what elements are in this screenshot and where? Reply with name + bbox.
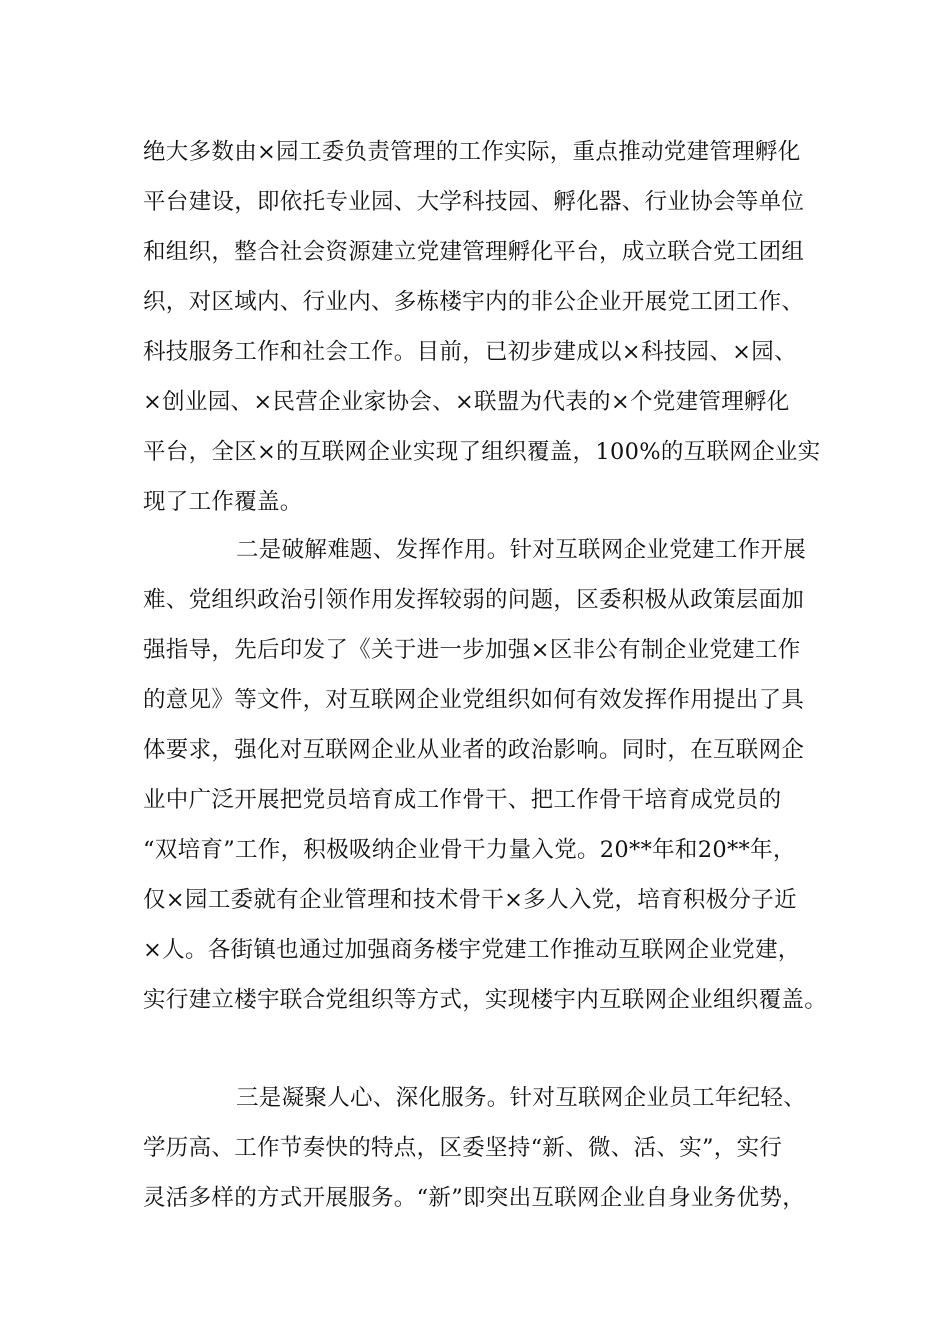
text-line: 强指导，先后印发了《关于进一步加强×区非公有制企业党建工作 <box>143 637 801 663</box>
text-line: 学历高、工作节奏快的特点，区委坚持“新、微、活、实”，实行 <box>143 1135 783 1161</box>
text-line: 业中广泛开展把党员培育成工作骨干、把工作骨干培育成党员的 <box>143 787 782 813</box>
text-line: 三是凝聚人心、深化服务。针对互联网企业员工年纪轻、 <box>236 1085 807 1111</box>
text-line: 灵活多样的方式开展服务。“新”即突出互联网企业自身业务优势， <box>143 1185 806 1211</box>
text-line: 科技服务工作和社会工作。目前，已初步建成以×科技园、×园、 <box>143 339 797 365</box>
text-line: 仅×园工委就有企业管理和技术骨干×多人入党，培育积极分子近 <box>143 887 797 913</box>
text-line: 绝大多数由×园工委负责管理的工作实际，重点推动党建管理孵化 <box>143 139 801 165</box>
text-line: 织，对区域内、行业内、多栋楼宇内的非公企业开展党工团工作、 <box>143 289 805 315</box>
text-line: 和组织，整合社会资源建立党建管理孵化平台，成立联合党工团组 <box>143 239 805 265</box>
text-line: 的意见》等文件，对互联网企业党组织如何有效发挥作用提出了具 <box>143 687 805 713</box>
text-line: 实行建立楼宇联合党组织等方式，实现楼宇内互联网企业组织覆盖。 <box>143 987 828 1013</box>
text-line: ×创业园、×民营企业家协会、×联盟为代表的×个党建管理孵化 <box>143 389 790 415</box>
text-line: ×人。各街镇也通过加强商务楼宇党建工作推动互联网企业党建， <box>143 937 801 963</box>
text-line: 平台，全区×的互联网企业实现了组织覆盖，100%的互联网企业实 <box>143 439 821 465</box>
text-line: 现了工作覆盖。 <box>143 489 303 515</box>
text-line: 二是破解难题、发挥作用。针对互联网企业党建工作开展 <box>236 537 807 563</box>
text-line: 难、党组织政治引领作用发挥较弱的问题，区委积极从政策层面加 <box>143 587 805 613</box>
text-line: 平台建设，即依托专业园、大学科技园、孵化器、行业协会等单位 <box>143 189 805 215</box>
text-line: “双培育”工作，积极吸纳企业骨干力量入党。20**年和20**年， <box>143 837 796 863</box>
text-line: 体要求，强化对互联网企业从业者的政治影响。同时，在互联网企 <box>143 737 805 763</box>
